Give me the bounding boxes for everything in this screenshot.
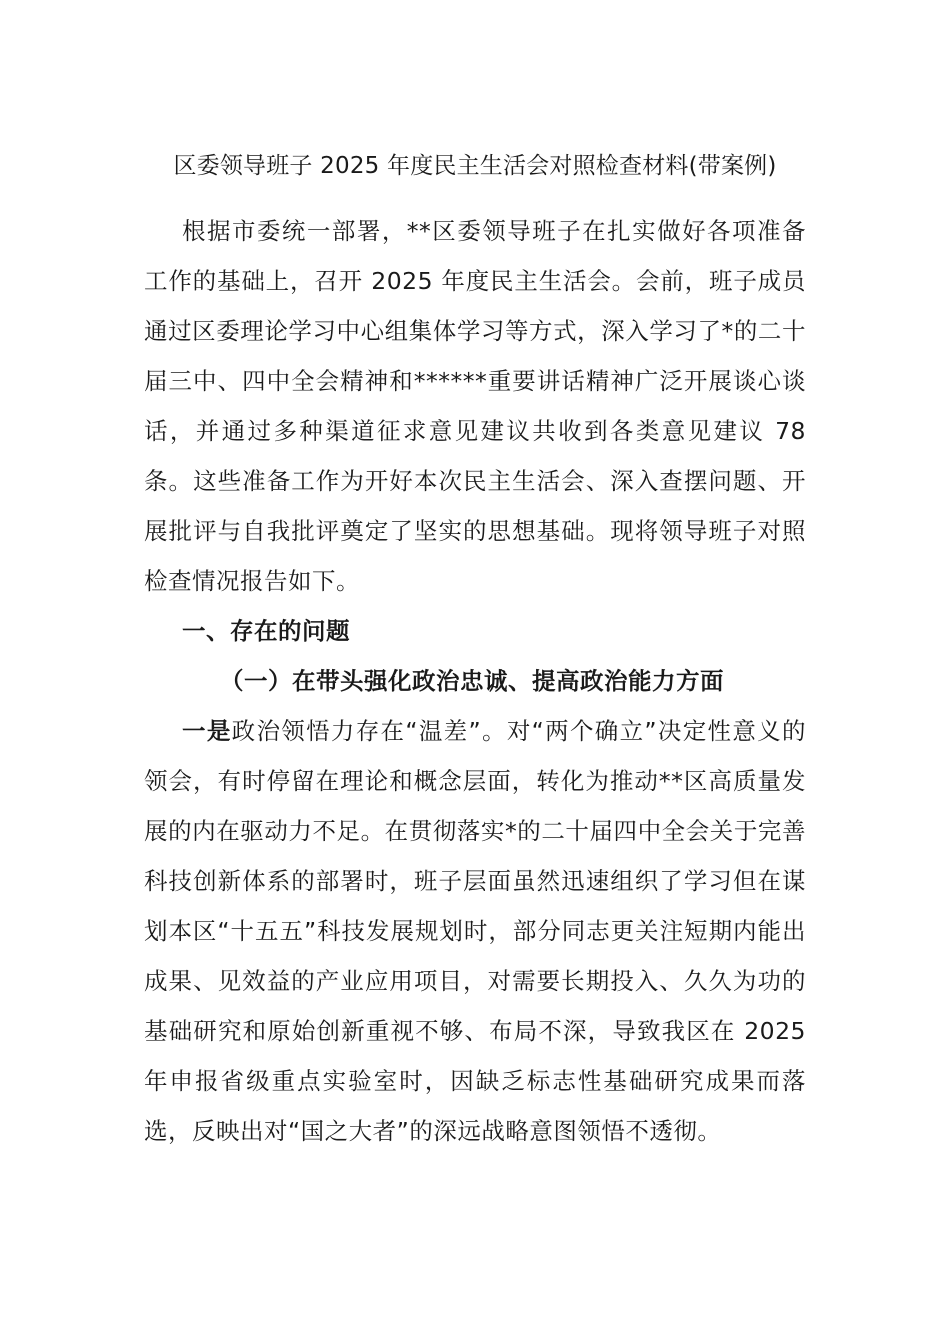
- subsection-heading: （一）在带头强化政治忠诚、提高政治能力方面: [220, 667, 724, 695]
- point-one-text: 政治领悟力存在“温差”。对“两个确立”决定性意义的领会，有时停留在理论和概念层面，转化为推动**区高质量发展的内在驱动力不足。在贯彻落实*的二十届四中全会关于完善科技创新体系的部署时，班子层面虽然迅速组织了学习但在谋划本区“十五五”科技发展规划时，部分同志更关注短期内能出成果、见效益的产业应用项目，对需要长期投入、久久为功的基础研究和原始创新重视不够、布局不深，导致我区在 2025 年申报省级重点实验室时，因缺乏标志性基础研究成果而落选，反映出对“国之大者”的深远战略意图领悟不透彻。: [144, 717, 806, 1145]
- intro-paragraph: 根据市委统一部署，**区委领导班子在扎实做好各项准备工作的基础上，召开 2025 年度民主生活会。会前，班子成员通过区委理论学习中心组集体学习等方式，深入学习了*的二十届三中、四中全会精神和******重要讲话精神广泛开展谈心谈话，并通过多种渠道征求意见建议共收到各类意见建议 78 条。这些准备工作为开好本次民主生活会、深入查摆问题、开展批评与自我批评奠定了坚实的思想基础。现将领导班子对照检查情况报告如下。: [144, 217, 806, 595]
- point-one-paragraph: [144, 706, 806, 1156]
- document-body: [144, 206, 806, 1156]
- section-heading: 一、存在的问题: [182, 617, 350, 645]
- document-title: 区委领导班子 2025 年度民主生活会对照检查材料(带案例): [173, 153, 777, 179]
- point-one-lead: 一是: [182, 717, 232, 745]
